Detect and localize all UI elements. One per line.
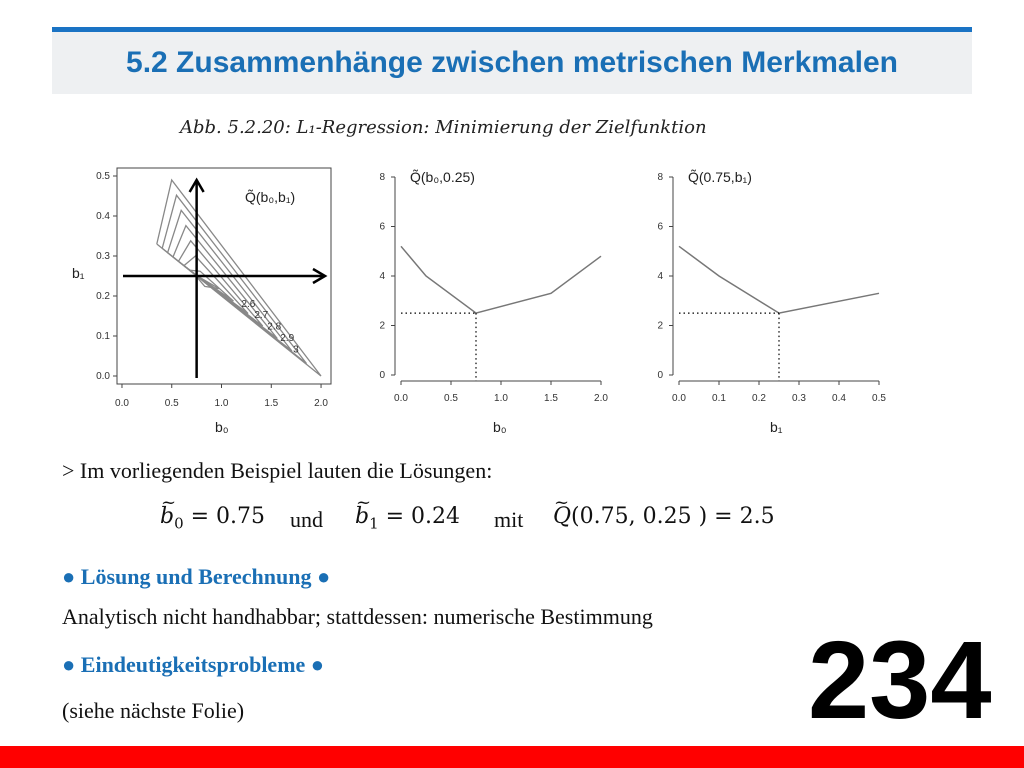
contour-y-tick-label-3: 0.3 xyxy=(96,251,110,262)
line-b0-x-tick-label-1: 0.5 xyxy=(444,393,458,404)
contour-value-label-1: 2.7 xyxy=(254,310,269,322)
line-b0-y-tick-label-4: 8 xyxy=(379,172,385,183)
q-value: (0.75, 0.25 ) = 2.5 xyxy=(571,504,775,529)
b0-subscript: 0 xyxy=(174,514,184,533)
line-b0-y-tick-label-1: 2 xyxy=(379,320,385,332)
contour-y-tick-label-4: 0.4 xyxy=(96,211,110,222)
line-b1-y-tick-label-2: 4 xyxy=(657,271,663,282)
line-b0-x-tick-label-0: 0.0 xyxy=(394,393,408,404)
line-b0-axes xyxy=(379,172,608,404)
line-panel-b0 xyxy=(379,169,608,435)
text-loesung: Analytisch nicht handhabbar; stattdessen: numerische Bestimmung xyxy=(62,604,653,629)
b0-symbol: ~ b xyxy=(160,504,174,529)
word-und: und xyxy=(290,507,323,532)
line-b1-series xyxy=(679,246,879,313)
b1-symbol: ~ b xyxy=(355,504,369,529)
contour-x-tick-label-4: 2.0 xyxy=(314,398,328,409)
contour-value-label-0: 2.6 xyxy=(241,298,256,310)
equation-b1 xyxy=(355,504,460,532)
line-b1-axes xyxy=(657,172,886,404)
contour-panel-label: Q̃(b₀,b₁) xyxy=(245,189,296,205)
b1-subscript: 1 xyxy=(369,514,379,533)
line-panel-b1 xyxy=(657,169,886,435)
line-b0-series xyxy=(401,246,601,313)
line-b0-y-tick-label-0: 0 xyxy=(379,370,385,381)
line-b1-y-tick-label-4: 8 xyxy=(657,172,663,183)
contour-value-label-4: 3 xyxy=(293,344,299,356)
contour-x-ticks xyxy=(115,384,328,409)
line-b1-y-tick-label-0: 0 xyxy=(657,370,663,381)
line-b1-x-tick-label-5: 0.5 xyxy=(872,393,886,404)
contour-y-tick-label-0: 0.0 xyxy=(96,371,110,382)
contour-x-tick-label-2: 1.0 xyxy=(214,398,229,409)
line-b0-y-tick-label-3: 6 xyxy=(379,221,385,233)
b0-value: = 0.75 xyxy=(183,504,266,529)
solutions-intro: > Im vorliegenden Beispiel lauten die Lösungen: xyxy=(62,458,493,483)
line-b1-y-tick-label-1: 2 xyxy=(657,320,663,332)
contour-y-tick-label-2: 0.2 xyxy=(96,291,110,302)
b1-value: = 0.24 xyxy=(378,504,461,529)
line-b0-x-axis-label: b₀ xyxy=(493,419,507,435)
line-b0-x-tick-label-2: 1.0 xyxy=(494,393,508,404)
line-b1-panel-label: Q̃(0.75,b₁) xyxy=(688,169,752,185)
equation-b0 xyxy=(160,504,265,532)
line-b0-y-tick-label-2: 4 xyxy=(379,271,385,282)
contour-panel xyxy=(72,168,331,435)
line-b1-x-tick-label-3: 0.3 xyxy=(792,393,806,404)
line-b1-x-tick-label-1: 0.1 xyxy=(712,393,726,404)
line-b0-x-tick-label-3: 1.5 xyxy=(544,393,558,404)
contour-lines xyxy=(157,180,321,376)
footer-bar xyxy=(0,746,1024,768)
contour-x-tick-label-3: 1.5 xyxy=(264,398,279,409)
contour-y-tick-label-5: 0.5 xyxy=(96,171,110,182)
contour-x-tick-label-0: 0.0 xyxy=(115,398,129,409)
line-b1-x-tick-label-2: 0.2 xyxy=(752,393,766,404)
line-b0-panel-label: Q̃(b₀,0.25) xyxy=(410,169,475,185)
line-b1-minimum-guides xyxy=(679,313,779,381)
word-mit: mit xyxy=(494,507,524,532)
line-b1-y-tick-label-3: 6 xyxy=(657,221,663,233)
line-b1-x-axis-label: b₁ xyxy=(770,419,783,435)
line-b0-x-tick-label-4: 2.0 xyxy=(594,393,608,404)
page-title: 5.2 Zusammenhänge zwischen metrischen Merkmalen xyxy=(126,46,898,79)
text-eindeutigkeit: (siehe nächste Folie) xyxy=(62,698,245,723)
contour-x-tick-label-1: 0.5 xyxy=(164,398,179,409)
heading-loesung: ● Lösung und Berechnung ● xyxy=(62,564,331,589)
figure-caption: Abb. 5.2.20: L₁-Regression: Minimierung der Zielfunktion xyxy=(180,117,707,138)
heading-eindeutigkeit: ● Eindeutigkeitsprobleme ● xyxy=(62,652,325,677)
line-b0-minimum-guides xyxy=(401,313,476,381)
line-b1-x-tick-label-0: 0.0 xyxy=(672,393,686,404)
contour-y-tick-label-1: 0.1 xyxy=(96,331,110,342)
q-symbol: ~ Q xyxy=(553,504,571,529)
contour-x-axis-label: b₀ xyxy=(215,419,229,435)
contour-y-ticks xyxy=(96,171,117,382)
page-number: 234 xyxy=(808,619,992,742)
line-b1-x-tick-label-4: 0.4 xyxy=(832,393,846,404)
contour-value-label-2: 2.8 xyxy=(267,321,282,333)
contour-y-axis-label: b₁ xyxy=(72,265,85,281)
contour-value-label-3: 2.9 xyxy=(280,333,295,345)
equation-q xyxy=(553,504,775,529)
